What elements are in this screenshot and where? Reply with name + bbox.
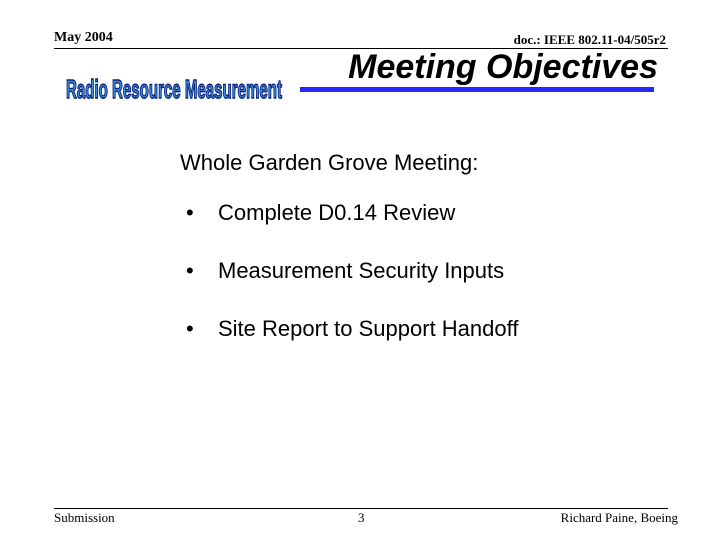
bullet-dot: • — [186, 316, 194, 341]
bullet-text: Measurement Security Inputs — [218, 258, 505, 283]
footer-author: Richard Paine, Boeing — [560, 510, 678, 525]
list-item — [180, 316, 700, 374]
bullet-dot: • — [186, 200, 194, 225]
logo-text: Radio Resource Measurement — [66, 74, 283, 104]
bullet-text: Site Report to Support Handoff — [218, 316, 519, 341]
header-doc-id: doc.: IEEE 802.11-04/505r2 — [513, 32, 666, 47]
list-item — [180, 200, 700, 258]
footer-page-number: 3 — [358, 510, 365, 525]
slide-heading: Whole Garden Grove Meeting: — [180, 150, 479, 175]
slide-body — [180, 150, 700, 374]
footer-divider — [54, 508, 668, 509]
footer-submission: Submission — [54, 510, 115, 525]
slide-title: Meeting Objectives — [348, 48, 658, 86]
radio-resource-measurement-logo — [64, 74, 286, 104]
bullet-text: Complete D0.14 Review — [218, 200, 456, 225]
title-underline — [300, 87, 654, 92]
header-date: May 2004 — [54, 30, 113, 45]
list-item — [180, 258, 700, 316]
bullet-dot: • — [186, 258, 194, 283]
bullet-list — [180, 200, 700, 374]
